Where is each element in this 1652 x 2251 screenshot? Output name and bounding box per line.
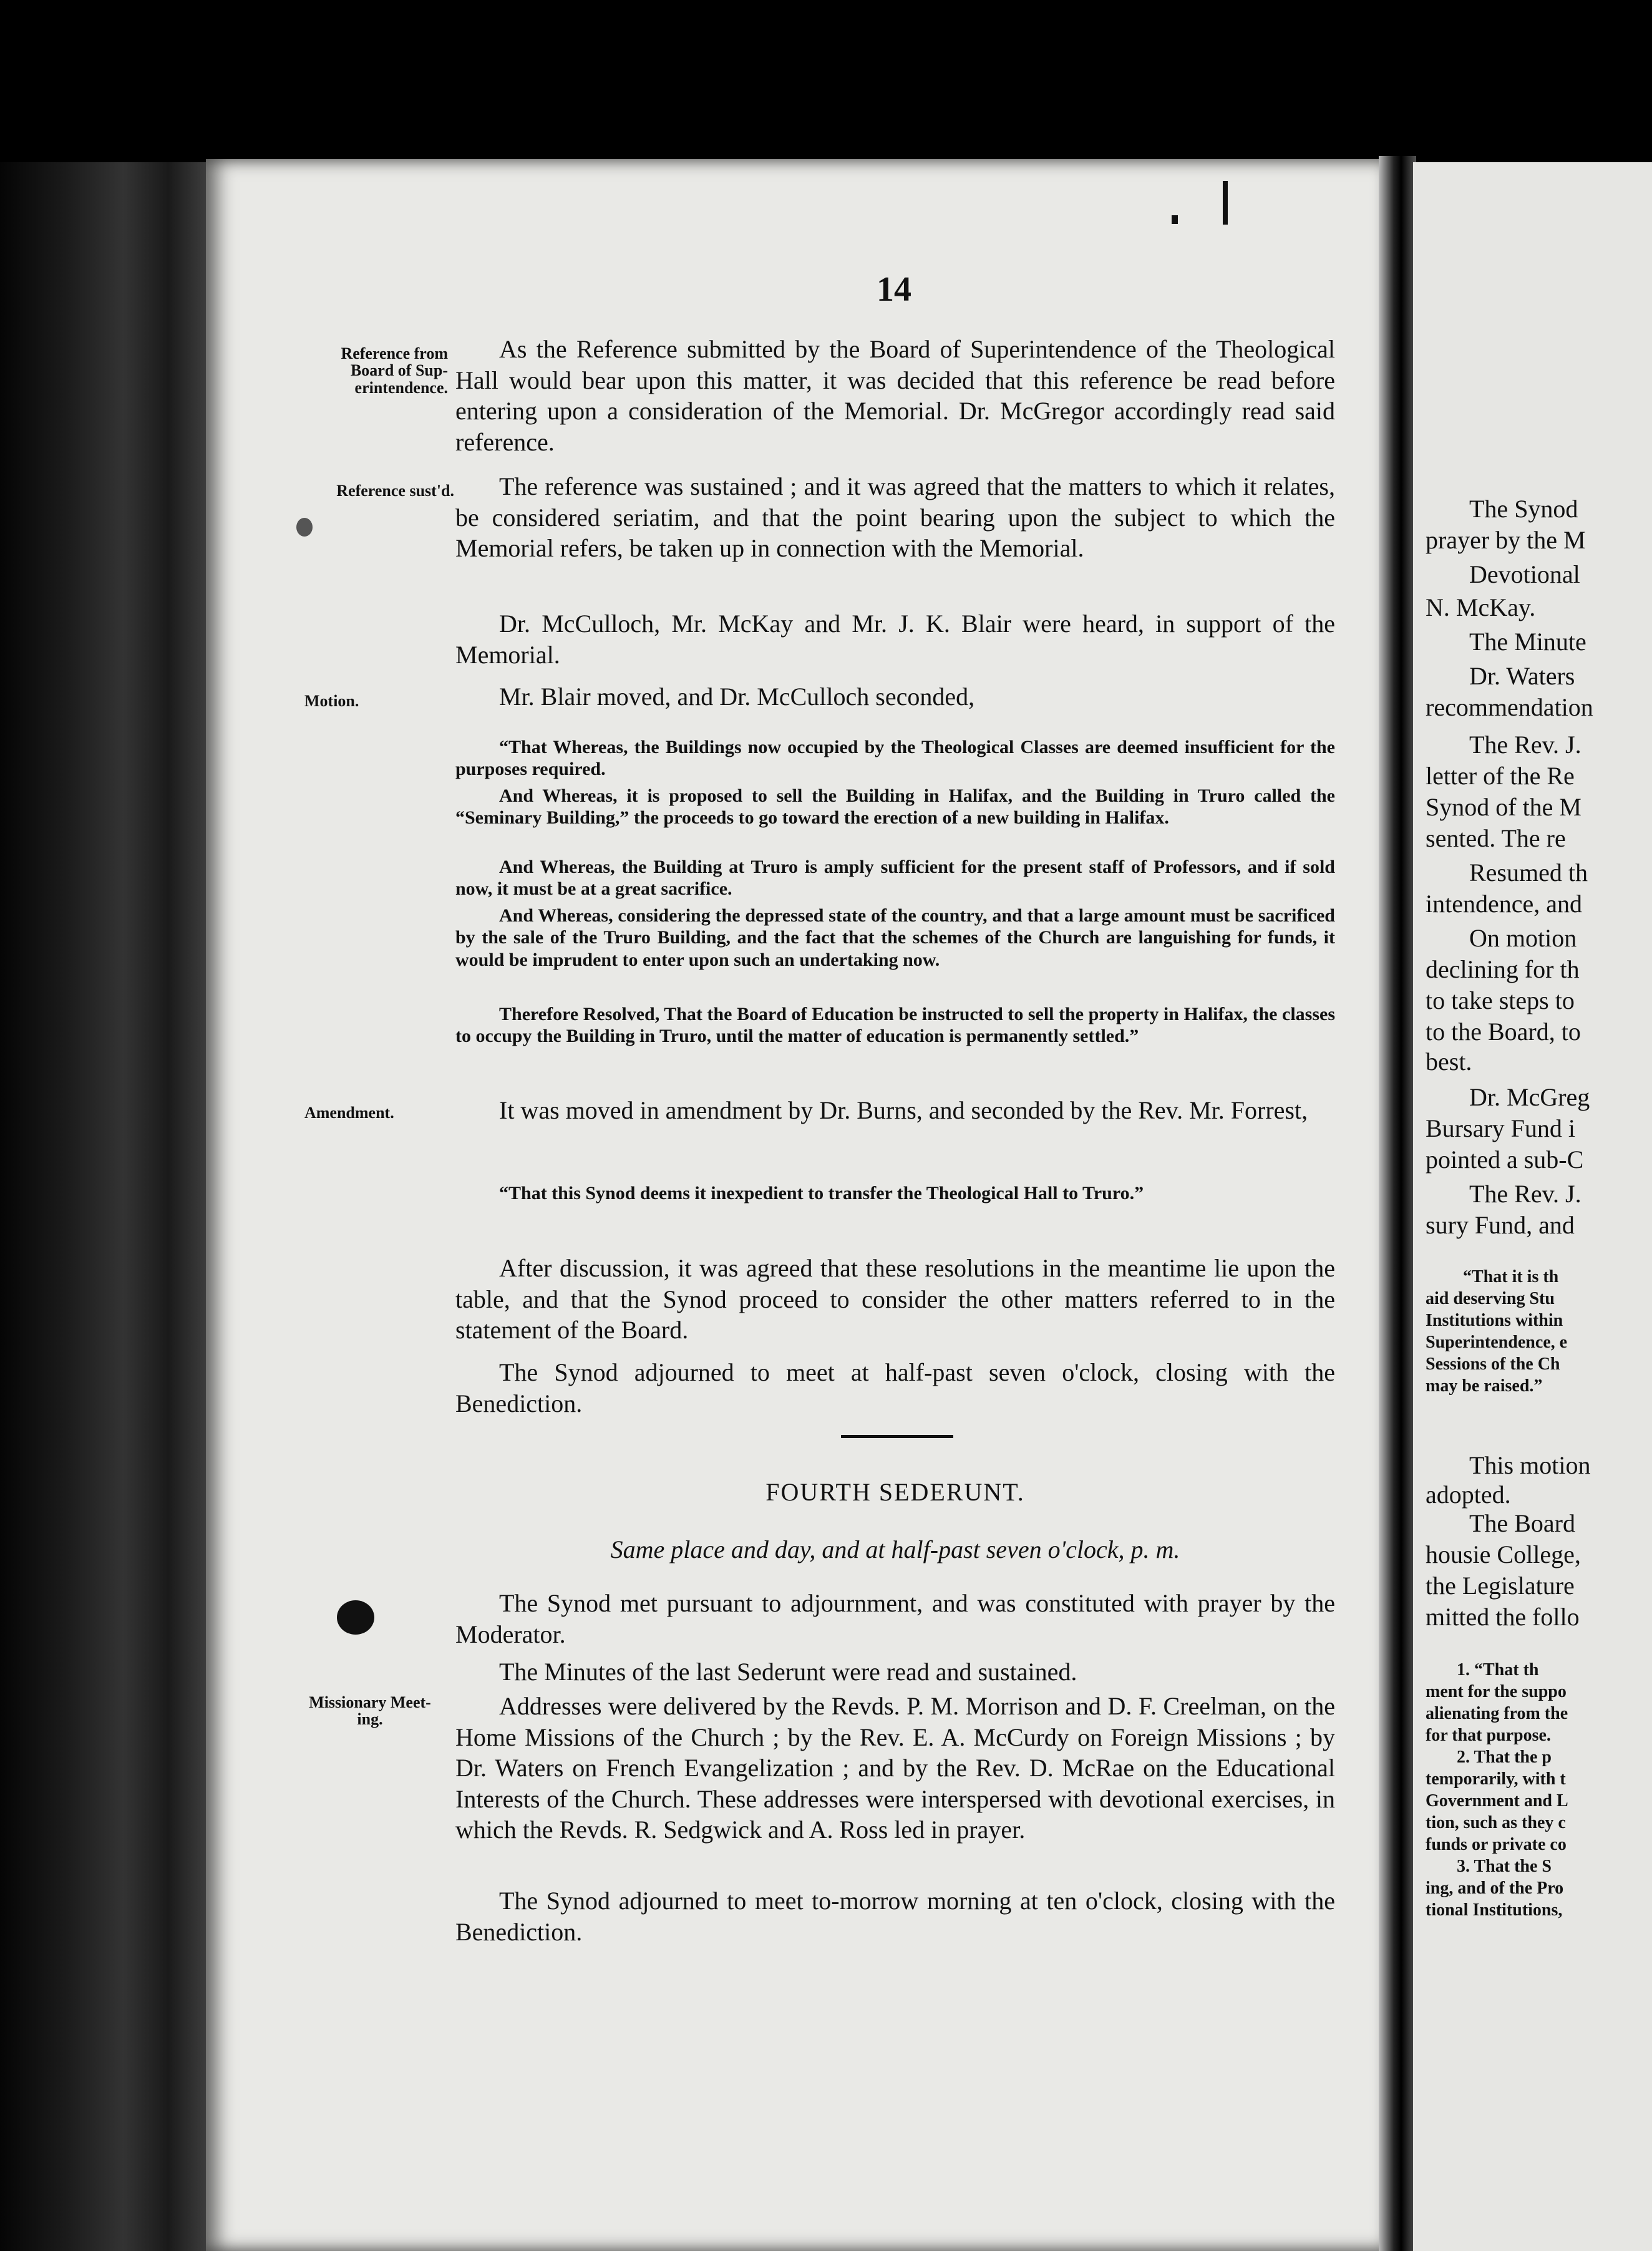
right-small-line: ment for the suppo (1426, 1682, 1567, 1701)
right-line: Resumed th (1469, 858, 1588, 887)
right-small-line: may be raised.” (1426, 1376, 1543, 1396)
page-number: 14 (877, 270, 911, 309)
right-line: Synod of the M (1426, 793, 1582, 821)
right-small-line: 2. That the p (1457, 1748, 1552, 1767)
right-small-line: Sessions of the Ch (1426, 1354, 1560, 1374)
right-line: The Rev. J. (1469, 731, 1582, 759)
paragraph-synod-met: The Synod met pursuant to adjournment, and was constituted with prayer by the Moderator. (455, 1589, 1335, 1648)
paragraph-heard: Dr. McCulloch, Mr. McKay and Mr. J. K. Blair were heard, in support of the Memorial. (455, 610, 1335, 669)
right-small-line: Institutions within (1426, 1311, 1563, 1330)
right-line: The Synod (1469, 495, 1578, 523)
margin-note-reference: Reference from Board of Sup-erintendence. (341, 344, 448, 397)
motion-clause: Therefore Resolved, That the Board of Education be instructed to sell the property in Halifax, the classes to occupy the Building in Truro, until the matter of education is permanently settled.” (455, 1004, 1335, 1047)
right-line: sury Fund, and (1426, 1211, 1575, 1239)
right-small-line: Government and L (1426, 1791, 1568, 1811)
book-edge (0, 162, 225, 2251)
right-small-line: “That it is th (1463, 1267, 1559, 1286)
right-small-line: tional Institutions, (1426, 1900, 1563, 1920)
paragraph-reference-sustained: The reference was sustained ; and it was agreed that the matters to which it relates, be considered seriatim, and that the point bearing upon the subject to which the Memorial refers, be taken up in connection with the Memorial. (455, 472, 1335, 563)
right-line: declining for th (1426, 955, 1580, 983)
right-line: N. McKay. (1426, 593, 1536, 621)
right-small-line: alienating from the (1426, 1704, 1568, 1723)
right-line: On motion (1469, 924, 1577, 952)
paragraph-addresses: Addresses were delivered by the Revds. P. M. Morrison and D. F. Creelman, on the Home Missions of the Church ; by the Rev. E. A. McCurdy on Foreign Missions ; by Dr. Waters on French Evangelization ; and by the Rev. D. McRae on the Educational Interests of the Church. These addresses were interspersed with devotional exercises, in which the Revds. R. Sedgwick and A. Ross led in prayer. (455, 1692, 1335, 1844)
paragraph-moved: Mr. Blair moved, and Dr. McCulloch seconded, (499, 683, 975, 711)
motion-clause: And Whereas, considering the depressed state of the country, and that a large amount must be sacrificed by the sale of the Truro Building, and the fact that the schemes of the Church are languishing for funds, it would be imprudent to enter upon such an undertaking now. (455, 905, 1335, 970)
paragraph-adjourned: The Synod adjourned to meet at half-past seven o'clock, closing with the Benediction. (455, 1358, 1335, 1417)
margin-note-amendment: Amendment. (304, 1104, 394, 1122)
right-line: The Minute (1469, 628, 1586, 656)
right-line: adopted. (1426, 1480, 1511, 1509)
right-line: Dr. McGreg (1469, 1083, 1590, 1111)
paragraph-reference: As the Reference submitted by the Board of Superintendence of the Theological Hall would bear upon this matter, it was decided that this reference be read before entering upon a consideration of the Memorial. Dr. McGregor accordingly read said reference. (455, 335, 1335, 456)
book-gutter (1379, 156, 1416, 2251)
ink-speck (296, 518, 313, 537)
right-line: the Legislature (1426, 1572, 1575, 1600)
right-line: pointed a sub-C (1426, 1145, 1584, 1174)
right-small-line: tion, such as they c (1426, 1813, 1566, 1832)
right-line: The Board (1469, 1509, 1575, 1537)
right-line: recommendation (1426, 693, 1593, 721)
amendment-text: “That this Synod deems it inexpedient to transfer the Theological Hall to Truro.” (499, 1183, 1144, 1203)
right-small-line: funds or private co (1426, 1835, 1567, 1854)
right-line: mitted the follo (1426, 1603, 1580, 1631)
section-heading: FOURTH SEDERUNT. (765, 1478, 1025, 1506)
right-line: The Rev. J. (1469, 1180, 1582, 1208)
right-line: Bursary Fund i (1426, 1114, 1575, 1142)
ink-blot (337, 1600, 374, 1635)
right-line: Dr. Waters (1469, 662, 1575, 690)
right-line: to take steps to (1426, 986, 1575, 1014)
motion-clause: And Whereas, the Building at Truro is amply sufficient for the present staff of Professors, and if sold now, it must be at a great sacrifice. (455, 857, 1335, 900)
paragraph-after-discussion: After discussion, it was agreed that these resolutions in the meantime lie upon the table, and that the Synod proceed to consider the other matters referred to in the statement of the Board. (455, 1254, 1335, 1344)
paragraph-minutes: The Minutes of the last Sederunt were read and sustained. (499, 1658, 1077, 1686)
right-line: Devotional (1469, 560, 1580, 588)
right-small-line: for that purpose. (1426, 1726, 1551, 1745)
ink-speck (1172, 215, 1178, 224)
right-line: sented. The re (1426, 824, 1566, 852)
right-page (1413, 162, 1652, 2251)
right-small-line: ing, and of the Pro (1426, 1879, 1564, 1898)
right-small-line: aid deserving Stu (1426, 1289, 1555, 1308)
section-subheading: Same place and day, and at half-past seven o'clock, p. m. (610, 1535, 1180, 1563)
right-small-line: 3. That the S (1457, 1857, 1552, 1876)
ink-speck (1223, 181, 1228, 225)
right-line: prayer by the M (1426, 526, 1586, 554)
section-divider (841, 1435, 953, 1438)
paragraph-adjourned-morning: The Synod adjourned to meet to-morrow morning at ten o'clock, closing with the Benediction. (455, 1887, 1335, 1946)
right-small-line: 1. “That th (1457, 1660, 1539, 1680)
right-line: to the Board, to (1426, 1018, 1581, 1046)
margin-note-motion: Motion. (304, 692, 359, 710)
right-small-line: Superintendence, e (1426, 1333, 1568, 1352)
paragraph-amendment-intro: It was moved in amendment by Dr. Burns, and seconded by the Rev. Mr. Forrest, (499, 1096, 1308, 1124)
right-line: intendence, and (1426, 890, 1582, 918)
right-small-line: temporarily, with t (1426, 1769, 1566, 1789)
motion-clause: “That Whereas, the Buildings now occupied by the Theological Classes are deemed insufficient for the purposes required. (455, 737, 1335, 780)
motion-clause: And Whereas, it is proposed to sell the Building in Halifax, and the Building in Truro called the “Seminary Building,” the proceeds to go toward the erection of a new building in Halifax. (455, 785, 1335, 829)
right-line: letter of the Re (1426, 762, 1575, 790)
right-line: This motion (1469, 1451, 1591, 1479)
margin-note-missionary-meeting: Missionary Meet-ing. (309, 1693, 431, 1729)
right-line: housie College, (1426, 1540, 1581, 1568)
margin-note-reference-sustained: Reference sust'd. (336, 482, 454, 500)
right-line: best. (1426, 1048, 1472, 1076)
